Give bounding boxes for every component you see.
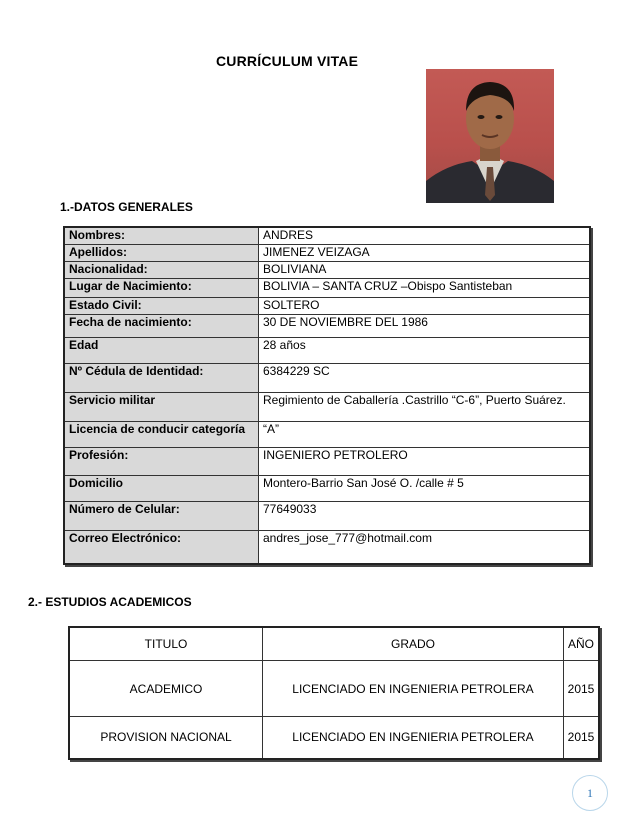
column-header-grado: GRADO <box>263 627 564 661</box>
section-heading-estudios: 2.- ESTUDIOS ACADEMICOS <box>28 595 192 609</box>
table-header-row <box>69 627 599 661</box>
table-row <box>69 717 599 759</box>
table-row <box>64 227 590 244</box>
row-label: Nacionalidad: <box>64 261 259 278</box>
row-value: Montero-Barrio San José O. /calle # 5 <box>259 475 591 501</box>
table-row <box>64 447 590 475</box>
row-value: JIMENEZ VEIZAGA <box>259 244 591 261</box>
row-label: Domicilio <box>64 475 259 501</box>
row-value: BOLIVIANA <box>259 261 591 278</box>
table-row <box>64 244 590 261</box>
row-label: Lugar de Nacimiento: <box>64 278 259 297</box>
column-header-titulo: TITULO <box>69 627 263 661</box>
table-row <box>64 261 590 278</box>
row-value: ANDRES <box>259 227 591 244</box>
row-value: 28 años <box>259 337 591 363</box>
cell-anio: 2015 <box>564 661 600 717</box>
row-value: 30 DE NOVIEMBRE DEL 1986 <box>259 314 591 337</box>
table-row <box>64 501 590 530</box>
table-row <box>64 278 590 297</box>
row-label: Correo Electrónico: <box>64 530 259 564</box>
estudios-table <box>68 626 600 760</box>
profile-photo <box>426 69 554 203</box>
table-row <box>64 337 590 363</box>
row-label: Fecha de nacimiento: <box>64 314 259 337</box>
table-row <box>64 363 590 392</box>
row-label: Estado Civil: <box>64 297 259 314</box>
row-value: INGENIERO PETROLERO <box>259 447 591 475</box>
table-row <box>64 475 590 501</box>
datos-generales-table <box>63 226 591 565</box>
row-label: Apellidos: <box>64 244 259 261</box>
row-value: BOLIVIA – SANTA CRUZ –Obispo Santisteban <box>259 278 591 297</box>
row-label: Servicio militar <box>64 392 259 421</box>
row-value: andres_jose_777@hotmail.com <box>259 530 591 564</box>
table-row <box>64 314 590 337</box>
row-value: “A” <box>259 421 591 447</box>
page-title: CURRÍCULUM VITAE <box>216 53 359 69</box>
row-label: Nº Cédula de Identidad: <box>64 363 259 392</box>
table-row <box>69 661 599 717</box>
row-label: Edad <box>64 337 259 363</box>
row-label: Nombres: <box>64 227 259 244</box>
column-header-anio: AÑO <box>564 627 600 661</box>
cell-grado: LICENCIADO EN INGENIERIA PETROLERA <box>263 661 564 717</box>
cell-grado: LICENCIADO EN INGENIERIA PETROLERA <box>263 717 564 759</box>
row-value: Regimiento de Caballería .Castrillo “C-6”, Puerto Suárez. <box>259 392 591 421</box>
row-value: SOLTERO <box>259 297 591 314</box>
cell-anio: 2015 <box>564 717 600 759</box>
table-row <box>64 297 590 314</box>
page-number: 1 <box>572 775 608 811</box>
table-row <box>64 421 590 447</box>
portrait-image <box>426 69 554 203</box>
row-label: Profesión: <box>64 447 259 475</box>
cell-titulo: PROVISION NACIONAL <box>69 717 263 759</box>
row-label: Licencia de conducir categoría <box>64 421 259 447</box>
table-row <box>64 392 590 421</box>
row-value: 6384229 SC <box>259 363 591 392</box>
section-heading-datos-generales: 1.-DATOS GENERALES <box>60 200 193 214</box>
table-row <box>64 530 590 564</box>
row-label: Número de Celular: <box>64 501 259 530</box>
row-value: 77649033 <box>259 501 591 530</box>
cell-titulo: ACADEMICO <box>69 661 263 717</box>
